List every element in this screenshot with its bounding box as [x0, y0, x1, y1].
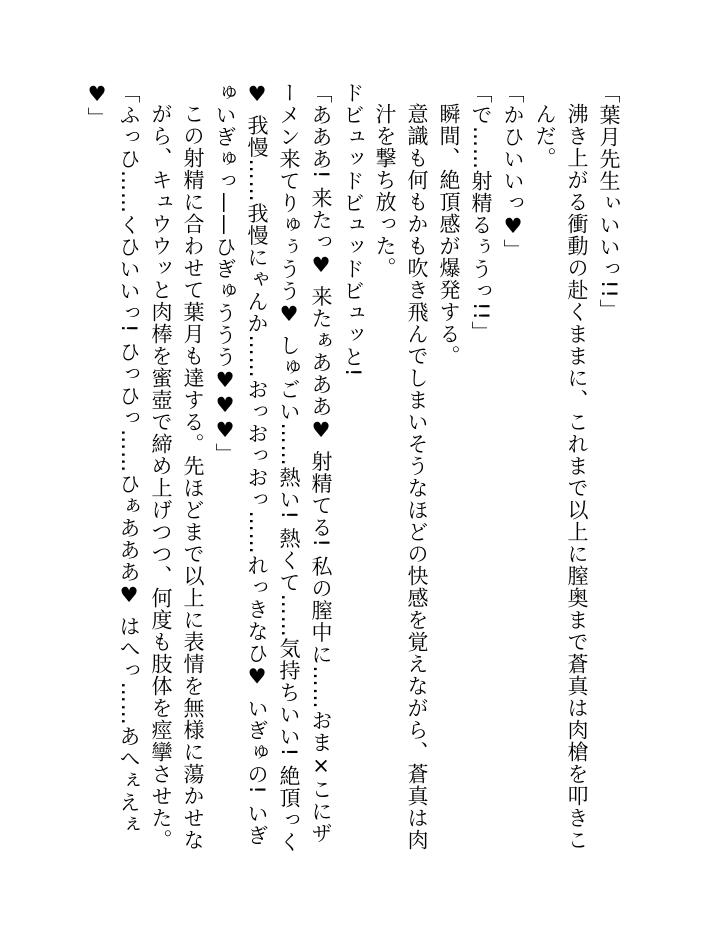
paragraph: ドビュッドビュッドビュッと! — [341, 82, 365, 378]
paragraph: 沸き上がる衝動の赴くままに、これまで以上に膣奥まで蒼真は肉槍を叩きこんだ。 — [533, 103, 589, 851]
paragraph: 「かひいいっ♥」 — [501, 82, 525, 261]
paragraph: 瞬間、絶頂感が爆発する。 — [437, 103, 461, 367]
vertical-text-body — [85, 82, 625, 862]
paragraph: この射精に合わせて葉月も達する。先ほどまで以上に表情を無様に蕩かせながら、キュウウッと肉棒を蜜壺で締め上げつつ、何度も肢体を痙攣させた。 — [149, 103, 205, 851]
paragraph: 「葉月先生ぃいいっ!!」 — [597, 82, 621, 321]
paragraph: 「あああ! 来たっ♥ 来たぁあああ♥ 射精てる! 私の膣中に……おま×こにザーメン来てりゅぅうう♥ しゅごい……熱い! 熱くて……気持ちいい! 絶頂っく♥ 我慢……我慢にゃんか……おっおっおっ……れっきなひ♥ いぎゅの! いぎゅいぎゅっ——ひぎゅううう♥♥♥」 — [213, 82, 333, 853]
paragraph: 意識も何もかも吹き飛んでしまいそうなほどの快感を覚えながら、蒼真は肉汁を撃ち放った。 — [373, 103, 429, 851]
paragraph: 「で……射精るぅうっ!!」 — [469, 82, 493, 343]
paragraph: 「ふっひ……くひいいっ! ひっひっ……ひぁあああ♥ はへっ……あへぇえぇ♥」 — [85, 82, 141, 836]
